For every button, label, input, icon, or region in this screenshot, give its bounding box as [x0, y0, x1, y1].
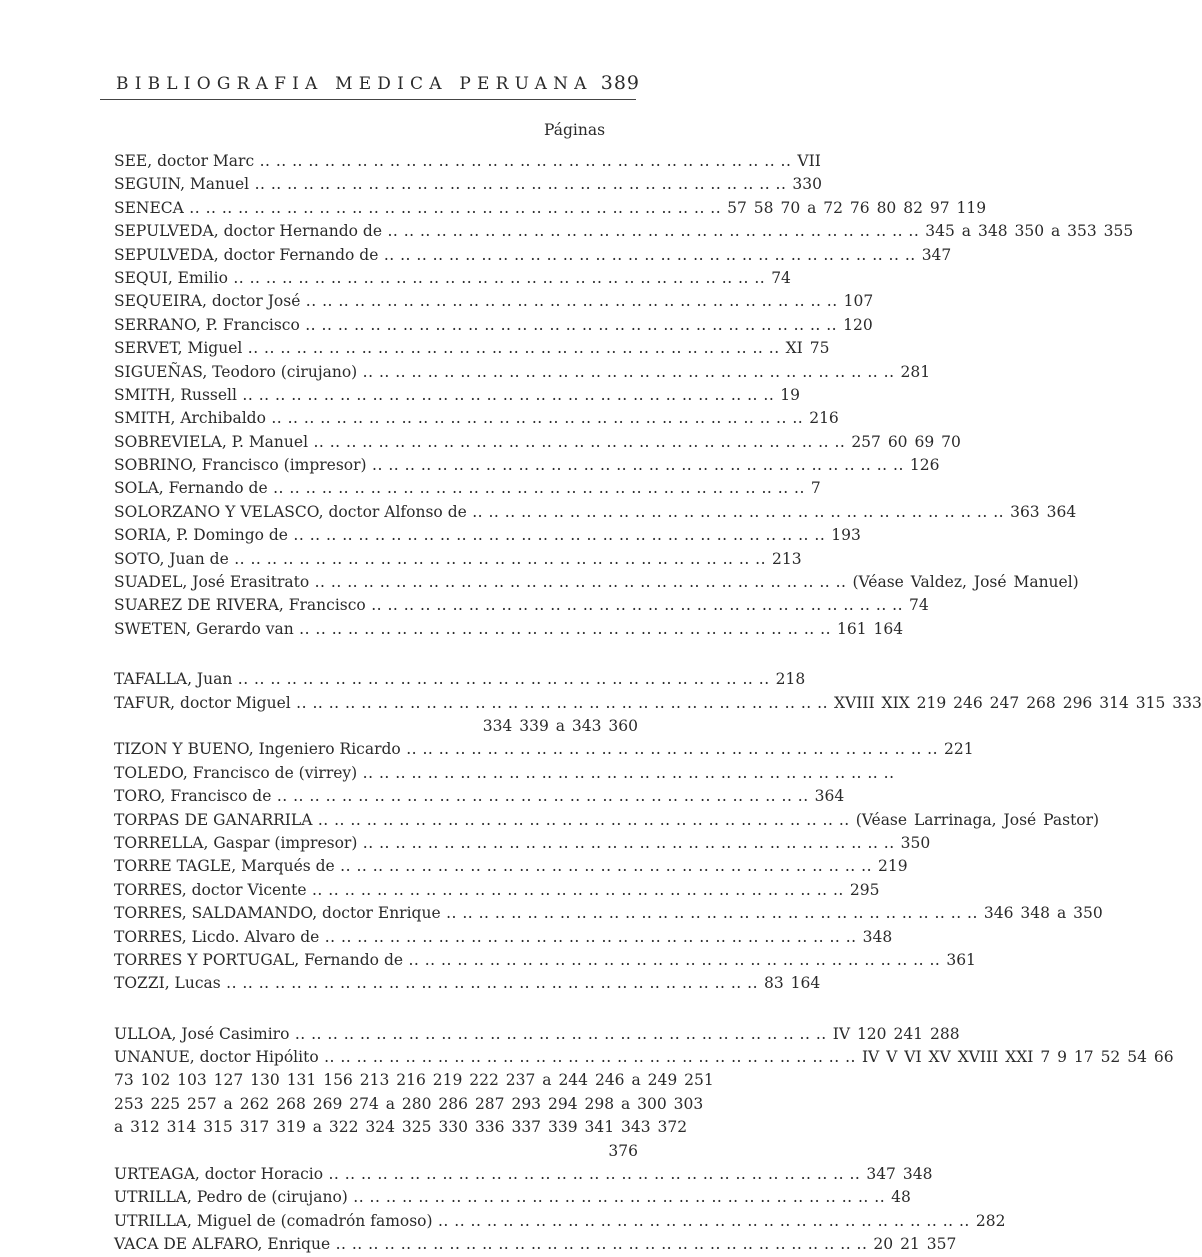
entry-name: TOLEDO, Francisco de (virrey) .. ..	[114, 762, 895, 785]
entry-pages: 161 164	[837, 619, 904, 638]
entry-pages: 19	[780, 385, 800, 404]
entry-name: UTRILLA, Pedro de (cirujano) .. ..	[114, 1186, 885, 1209]
entry-pages-continued: 334 339 a 343 360	[482, 716, 638, 735]
entry-pages: 347	[921, 245, 952, 264]
entry-pages: 83 164	[764, 974, 821, 993]
index-entry	[114, 407, 839, 430]
entry-pages: 346 348 a 350	[983, 904, 1103, 923]
index-entry	[114, 337, 830, 360]
index-entry	[114, 571, 1079, 594]
index-entry	[114, 501, 1077, 524]
entry-pages: 221	[944, 740, 974, 759]
entry-name: TORRES Y PORTUGAL, Fernando de .. ..	[114, 949, 940, 972]
entry-name: TORRES, SALDAMANDO, doctor Enrique .. ..	[114, 902, 978, 925]
entry-name: SEPULVEDA, doctor Fernando de .. ..	[114, 244, 916, 267]
page-number: 389	[600, 72, 640, 94]
entry-name: SEPULVEDA, doctor Hernando de .. ..	[114, 220, 919, 243]
entry-pages: 348	[862, 927, 893, 946]
entry-name: UNANUE, doctor Hipólito .. ..	[114, 1046, 856, 1069]
letter-block	[114, 668, 1202, 995]
index-entry	[114, 879, 880, 902]
entry-pages-continued: a 312 314 315 317 319 a 322 324 325 330 336 337 339 341 343 372	[114, 1118, 688, 1137]
entry-name: SUADEL, José Erasitrato .. ..	[114, 571, 846, 594]
index-entry	[114, 618, 904, 641]
entry-pages: 330	[792, 175, 823, 194]
entry-name: SMITH, Archibaldo .. ..	[114, 407, 803, 430]
entry-pages: 120	[843, 315, 873, 334]
index-entry	[114, 150, 821, 173]
entry-name: SUAREZ DE RIVERA, Francisco .. ..	[114, 594, 903, 617]
index-entry	[114, 548, 802, 571]
entry-pages: 216	[809, 409, 839, 428]
entry-pages: (Véase Valdez, José Manuel)	[852, 573, 1079, 592]
index-entry	[114, 1023, 960, 1046]
entry-pages: IV V VI XV XVIII XXI 7 9 17 52 54 66	[861, 1048, 1174, 1067]
entry-name: TORO, Francisco de .. ..	[114, 785, 809, 808]
entry-name: SWETEN, Gerardo van .. ..	[114, 618, 831, 641]
entry-pages: 74	[909, 596, 929, 615]
entry-name: UTRILLA, Miguel de (comadrón famoso) .. ..	[114, 1210, 970, 1233]
entry-pages: 350	[900, 833, 931, 852]
name-index	[114, 150, 1202, 1257]
entry-pages: 57 58 70 a 72 76 80 82 97 119	[727, 198, 987, 217]
entry-name: SEE, doctor Marc .. ..	[114, 150, 791, 173]
entry-name: SOBREVIELA, P. Manuel .. ..	[114, 431, 845, 454]
entry-name: TORPAS DE GANARRILA .. ..	[114, 809, 850, 832]
entry-pages: (Véase Larrinaga, José Pastor)	[855, 810, 1100, 829]
entry-name: ULLOA, José Casimiro .. ..	[114, 1023, 827, 1046]
running-title: BIBLIOGRAFIA MEDICA PERUANA	[116, 74, 593, 94]
index-entry	[114, 431, 961, 454]
entry-name: TORRES, Licdo. Alvaro de .. ..	[114, 926, 857, 949]
entry-name: TORRELLA, Gaspar (impresor) .. ..	[114, 832, 895, 855]
index-entry	[114, 1233, 957, 1256]
entry-pages: 74	[771, 268, 791, 287]
index-entry	[114, 832, 931, 855]
index-entry	[114, 197, 987, 220]
entry-name: SMITH, Russell .. ..	[114, 384, 774, 407]
index-entry	[114, 809, 1100, 832]
entry-name: TORRE TAGLE, Marqués de .. ..	[114, 855, 872, 878]
index-entry	[114, 267, 791, 290]
entry-name: SERVET, Miguel .. ..	[114, 337, 780, 360]
entry-name: SEGUIN, Manuel .. ..	[114, 173, 786, 196]
index-entry	[114, 785, 845, 808]
letter-block	[114, 1023, 1174, 1257]
entry-pages: 257 60 69 70	[851, 432, 961, 451]
index-entry	[114, 524, 861, 547]
entry-name: SEQUI, Emilio .. ..	[114, 267, 765, 290]
index-entry	[114, 244, 952, 267]
index-entry	[114, 1046, 1174, 1069]
entry-pages: 295	[849, 880, 880, 899]
entry-pages: 282	[975, 1211, 1006, 1230]
index-entry	[114, 594, 929, 617]
index-entry	[114, 1186, 911, 1209]
letter-block	[114, 150, 1134, 641]
entry-name: SOTO, Juan de .. ..	[114, 548, 766, 571]
entry-pages: 347 348	[866, 1165, 933, 1184]
entry-pages: 281	[900, 362, 931, 381]
entry-name: SERRANO, P. Francisco .. ..	[114, 314, 837, 337]
entry-name: URTEAGA, doctor Horacio .. ..	[114, 1163, 860, 1186]
entry-name: SOBRINO, Francisco (impresor) .. ..	[114, 454, 904, 477]
index-entry	[114, 738, 974, 761]
index-entry	[114, 220, 1134, 243]
entry-pages: 219	[878, 857, 908, 876]
entry-pages: 193	[831, 526, 861, 545]
entry-name: TIZON Y BUENO, Ingeniero Ricardo .. ..	[114, 738, 938, 761]
entry-name: TAFUR, doctor Miguel .. ..	[114, 692, 828, 715]
index-entry	[114, 668, 806, 691]
entry-name: TAFALLA, Juan .. ..	[114, 668, 770, 691]
entry-name: SOLA, Fernando de .. ..	[114, 477, 805, 500]
entry-pages: 20 21 357	[873, 1235, 957, 1254]
index-entry	[114, 762, 638, 785]
entry-pages: XI 75	[785, 339, 830, 358]
entry-name: SEQUEIRA, doctor José .. ..	[114, 290, 838, 313]
entry-name: VACA DE ALFARO, Enrique .. ..	[114, 1233, 867, 1256]
entry-pages: IV 120 241 288	[832, 1024, 960, 1043]
index-entry	[114, 384, 800, 407]
index-entry	[114, 477, 821, 500]
index-entry	[114, 314, 873, 337]
entry-pages: 48	[891, 1188, 911, 1207]
entry-name: TORRES, doctor Vicente .. ..	[114, 879, 844, 902]
entry-pages: 361	[946, 950, 976, 969]
entry-pages: 213	[772, 549, 802, 568]
index-entry	[114, 1163, 933, 1186]
entry-pages: 107	[843, 292, 874, 311]
entry-pages: 218	[775, 670, 806, 689]
index-entry	[114, 1210, 1006, 1233]
index-entry	[114, 454, 940, 477]
entry-pages: 7	[810, 479, 821, 498]
index-entry	[114, 692, 1202, 715]
entry-name: SENECA .. ..	[114, 197, 721, 220]
entry-name: TOZZI, Lucas .. ..	[114, 972, 758, 995]
index-entry	[114, 926, 893, 949]
pages-column-heading: Páginas	[544, 121, 606, 139]
index-entry	[114, 173, 823, 196]
entry-pages-continued: 253 225 257 a 262 268 269 274 a 280 286 287 293 294 298 a 300 303	[114, 1094, 704, 1113]
index-entry	[114, 972, 821, 995]
entry-pages: VII	[797, 152, 821, 170]
running-header	[116, 72, 640, 100]
entry-name: SORIA, P. Domingo de .. ..	[114, 524, 825, 547]
entry-pages: 345 a 348 350 a 353 355	[925, 222, 1134, 241]
index-entry	[114, 361, 931, 384]
index-entry	[114, 290, 874, 313]
entry-name: SIGUEÑAS, Teodoro (cirujano) .. ..	[114, 361, 895, 384]
entry-pages: 363 364	[1010, 502, 1077, 521]
index-entry	[114, 855, 908, 878]
entry-pages: 126	[909, 456, 940, 475]
entry-pages-continued: 376	[608, 1141, 638, 1160]
entry-pages: XVIII XIX 219 246 247 268 296 314 315 333	[834, 693, 1202, 712]
entry-pages: 364	[814, 787, 845, 806]
entry-name: SOLORZANO Y VELASCO, doctor Alfonso de .. ..	[114, 501, 1004, 524]
index-entry	[114, 949, 976, 972]
header-rule	[100, 99, 636, 100]
index-entry	[114, 902, 1103, 925]
entry-pages-continued: 73 102 103 127 130 131 156 213 216 219 222 237 a 244 246 a 249 251	[114, 1071, 714, 1090]
